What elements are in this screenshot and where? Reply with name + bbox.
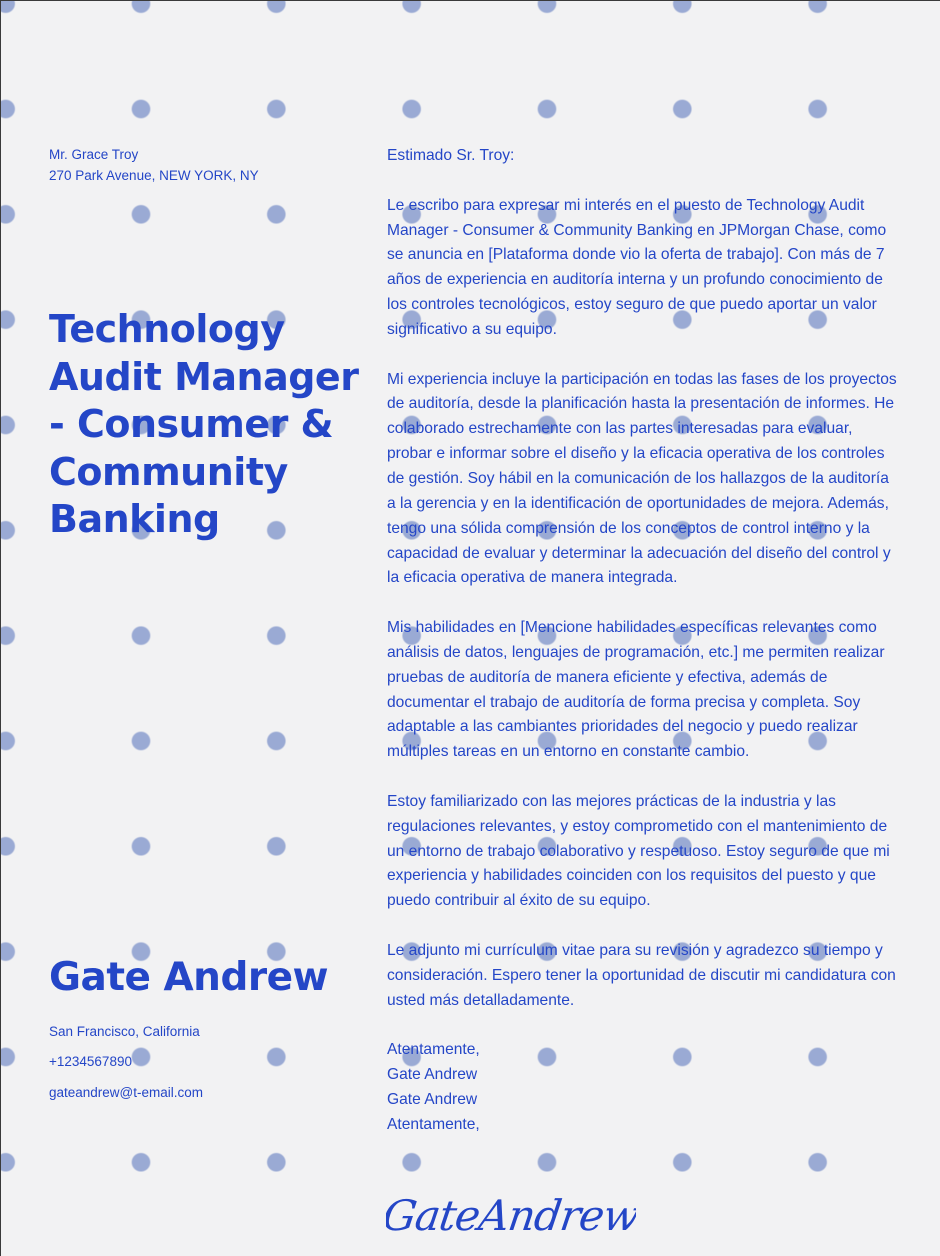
letter-paragraph-1: Le escribo para expresar mi interés en el puesto de Technology Audit Manager - Consumer & Community Banking en JPMorgan Chase, como se anuncia en [Plataforma donde vio la oferta de trabajo]. Con más de 7 años de experiencia en auditoría interna y un profundo conocimiento de los controles tecnológicos, estoy seguro de que puedo aportar un valor significativo a su equipo. — [387, 196, 887, 338]
recipient-name: Mr. Grace Troy — [49, 147, 139, 162]
sender-location: San Francisco, California — [49, 1024, 200, 1039]
closing-line-2: Gate Andrew — [387, 1066, 478, 1084]
recipient-address: 270 Park Avenue, NEW YORK, NY — [49, 168, 259, 183]
job-title: Technology Audit Manager - Consumer & Community Banking — [49, 307, 359, 541]
letter-greeting: Estimado Sr. Troy: — [387, 147, 515, 164]
letter-paragraph-2: Mi experiencia incluye la participación en todas las fases de los proyectos de auditoría, desde la planificación hasta la presentación de informes. He colaborado estrechamente con las partes interesadas para evaluar, probar e informar sobre el diseño y la eficacia operativa de los controles de gestión. Soy hábil en la comunicación de los hallazgos de la auditoría a la gerencia y en la identificación de oportunidades de mejora. Además, tengo una sólida comprensión de los conceptos de control interno y la capacidad de evaluar y determinar la adecuación del diseño del control y la eficacia operativa de manera integrada. — [387, 370, 897, 587]
letter-paragraph-4: Estoy familiarizado con las mejores prácticas de la industria y las regulaciones relevantes, y estoy comprometido con el mantenimiento de un entorno de trabajo colaborativo y respetuoso. Estoy seguro de que mi experiencia y habilidades coinciden con los requisitos del puesto y que puedo contribuir al éxito de su equipo. — [387, 792, 890, 910]
signature-image — [386, 1180, 636, 1255]
letter-paragraph-3: Mis habilidades en [Mencione habilidades específicas relevantes como análisis de datos, lenguajes de programación, etc.] me permiten realizar pruebas de auditoría de manera eficiente y efectiva, además de documentar el trabajo de auditoría de forma precisa y completa. Soy adaptable a las cambiantes prioridades del negocio y puedo realizar múltiples tareas en un entorno en constante cambio. — [387, 619, 885, 761]
closing-line-3: Gate Andrew — [387, 1091, 478, 1109]
closing-line-1: Atentamente, — [387, 1041, 480, 1059]
sender-phone: +1234567890 — [49, 1054, 132, 1069]
svg-text:GateAndrew: GateAndrew — [386, 1191, 636, 1240]
closing-line-4: Atentamente, — [387, 1115, 480, 1133]
sender-email: gateandrew@t-email.com — [49, 1085, 204, 1100]
recipient-block — [49, 144, 259, 186]
letter-paragraph-5: Le adjunto mi currículum vitae para su revisión y agradezco su tiempo y consideración. Espero tener la oportunidad de discutir mi candidatura con usted más detalladamente. — [387, 942, 896, 1009]
sender-name: Gate Andrew — [49, 955, 329, 1000]
letter-body — [387, 144, 899, 1138]
letter-closing — [387, 1038, 899, 1137]
